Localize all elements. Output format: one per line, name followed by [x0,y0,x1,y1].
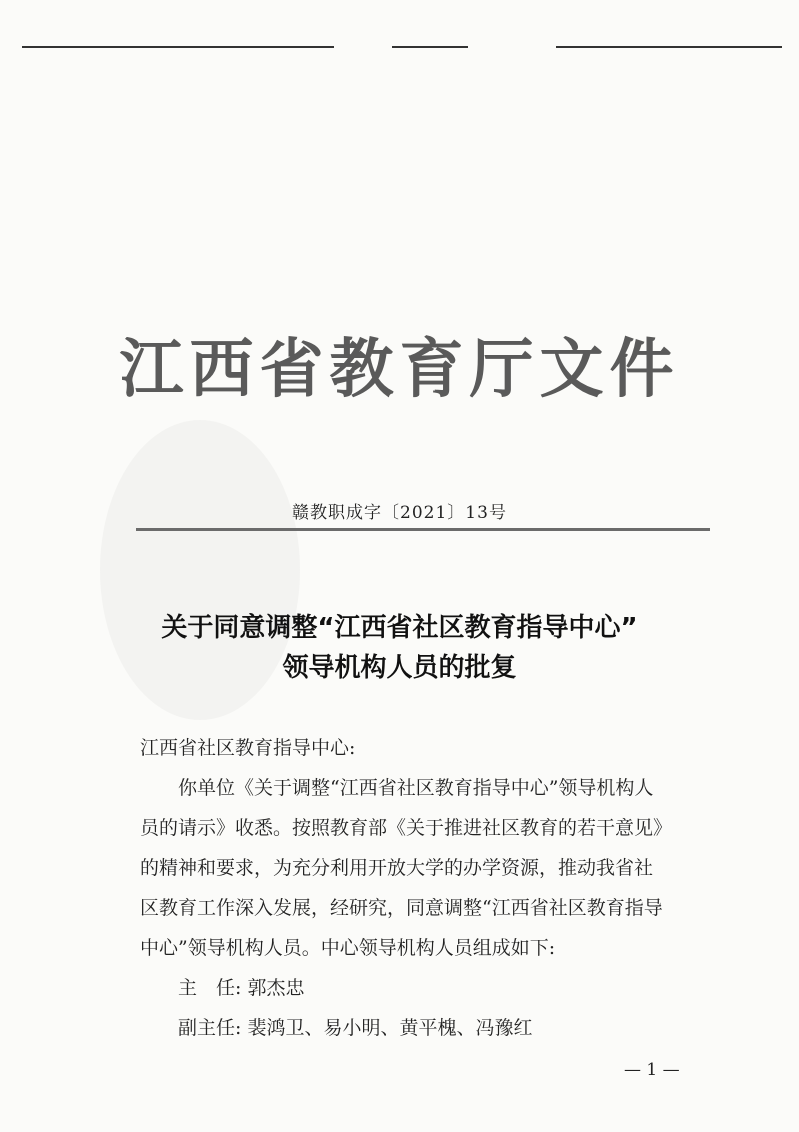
header-divider-rule [136,528,710,531]
body-paragraph: 你单位《关于调整“江西省社区教育指导中心”领导机构人员的请示》收悉。按照教育部《关于推进社区教育的若干意见》的精神和要求，为充分利用开放大学的办学资源，推动我省社区教育工作深入发展，经研究，同意调整“江西省社区教育指导中心”领导机构人员。中心领导机构人员组成如下: [140,777,663,959]
title-line-2: 领导机构人员的批复 [282,653,517,683]
document-body [140,728,670,1048]
title-line-1: 关于同意调整“江西省社区教育指导中心” [161,613,638,643]
page-number: — 1 — [624,1060,680,1080]
scan-top-line-right [556,46,782,48]
salutation: 江西省社区教育指导中心: [140,737,356,759]
document-number: 赣教职成字〔2021〕13号 [292,503,507,523]
document-title [0,608,799,688]
director-line: 主 任: 郭杰忠 [178,977,305,999]
scan-top-line-middle [392,46,468,48]
document-masthead: 江西省教育厅文件 [119,332,680,407]
scan-top-line-left [22,46,334,48]
deputy-directors-line: 副主任: 裴鸿卫、易小明、黄平槐、冯豫红 [178,1017,533,1039]
